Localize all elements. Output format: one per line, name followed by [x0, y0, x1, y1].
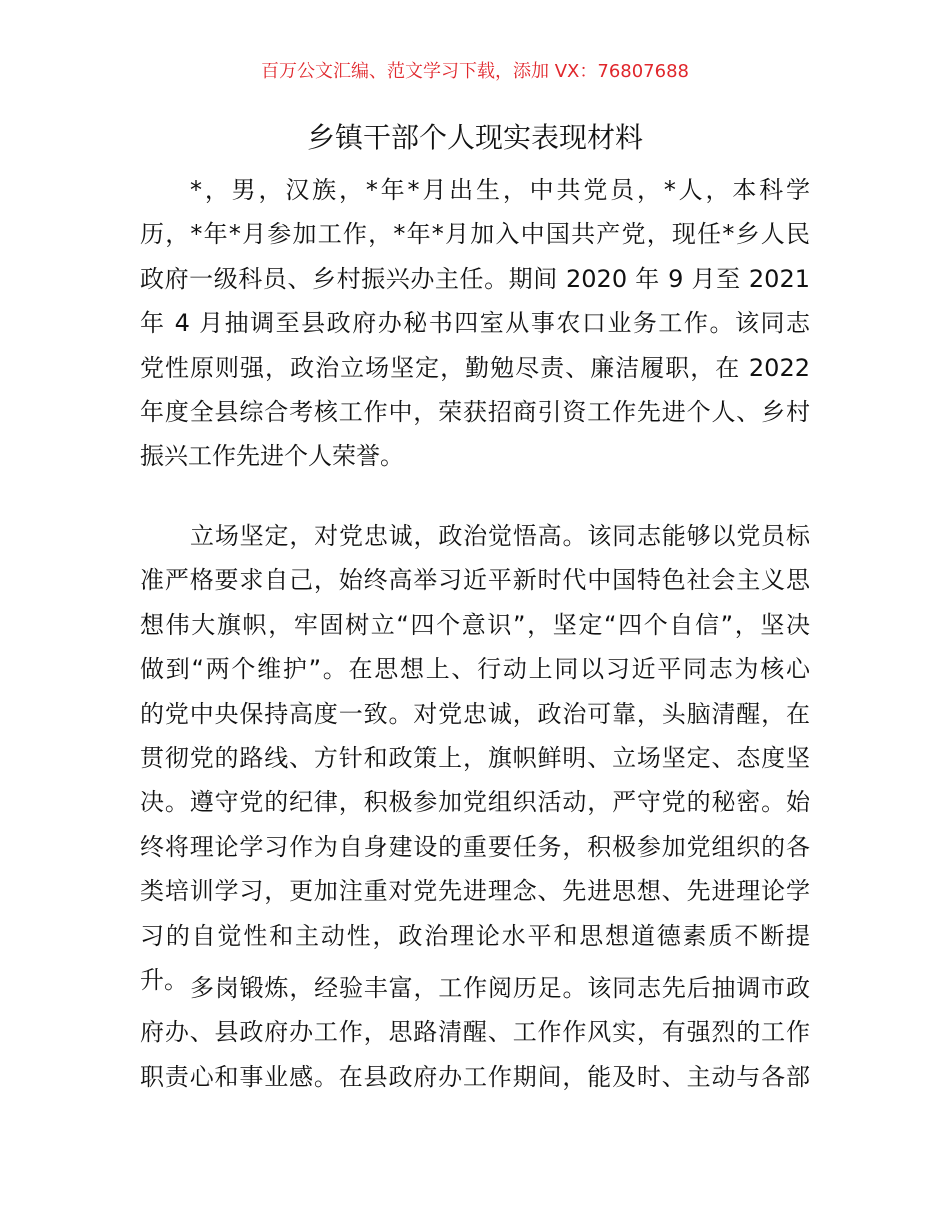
- paragraph-3: [140, 966, 810, 1099]
- text-line: *，男，汉族，*年*月出生，中共党员，*人，本科学: [190, 176, 810, 204]
- text-line: 准严格要求自己，始终高举习近平新时代中国特色社会主义思: [140, 566, 810, 595]
- text-line: 做到“两个维护”。在思想上、行动上同以习近平同志为核心: [140, 655, 810, 684]
- text-line: 党性原则强，政治立场坚定，勤勉尽责、廉洁履职，在 2022: [140, 353, 810, 382]
- text-line: 决。遵守党的纪律，积极参加党组织活动，严守党的秘密。始: [140, 788, 810, 817]
- text-line: 类培训学习，更加注重对党先进理念、先进思想、先进理论学: [140, 877, 810, 906]
- paragraph-1: [140, 168, 810, 479]
- watermark-header: 百万公文汇编、范文学习下载，添加 VX：76807688: [261, 61, 689, 82]
- paragraph-2: [140, 514, 810, 1002]
- text-line: 升。: [140, 965, 188, 994]
- text-line: 多岗锻炼，经验丰富，工作阅历足。该同志先后抽调市政: [190, 974, 810, 1002]
- text-line: 府办、县政府办工作，思路清醒、工作作风实，有强烈的工作: [140, 1018, 810, 1047]
- text-line: 想伟大旗帜，牢固树立“四个意识”，坚定“四个自信”，坚决: [140, 610, 810, 639]
- document-title: 乡镇干部个人现实表现材料: [306, 121, 643, 154]
- text-line: 习的自觉性和主动性，政治理论水平和思想道德素质不断提: [140, 921, 810, 950]
- text-line: 职责心和事业感。在县政府办工作期间，能及时、主动与各部: [140, 1062, 810, 1091]
- text-line: 贯彻党的路线、方针和政策上，旗帜鲜明、立场坚定、态度坚: [140, 743, 810, 772]
- text-line: 立场坚定，对党忠诚，政治觉悟高。该同志能够以党员标: [190, 522, 810, 550]
- text-line: 年度全县综合考核工作中，荣获招商引资工作先进个人、乡村: [140, 397, 810, 426]
- text-line: 年 4 月抽调至县政府办秘书四室从事农口业务工作。该同志: [140, 309, 810, 338]
- text-line: 历，*年*月参加工作，*年*月加入中国共产党，现任*乡人民: [140, 220, 810, 249]
- text-line: 的党中央保持高度一致。对党忠诚，政治可靠，头脑清醒，在: [140, 699, 810, 728]
- text-line: 政府一级科员、乡村振兴办主任。期间 2020 年 9 月至 2021: [140, 264, 810, 293]
- text-line: 终将理论学习作为自身建设的重要任务，积极参加党组织的各: [140, 832, 810, 861]
- text-line: 振兴工作先进个人荣誉。: [140, 442, 404, 471]
